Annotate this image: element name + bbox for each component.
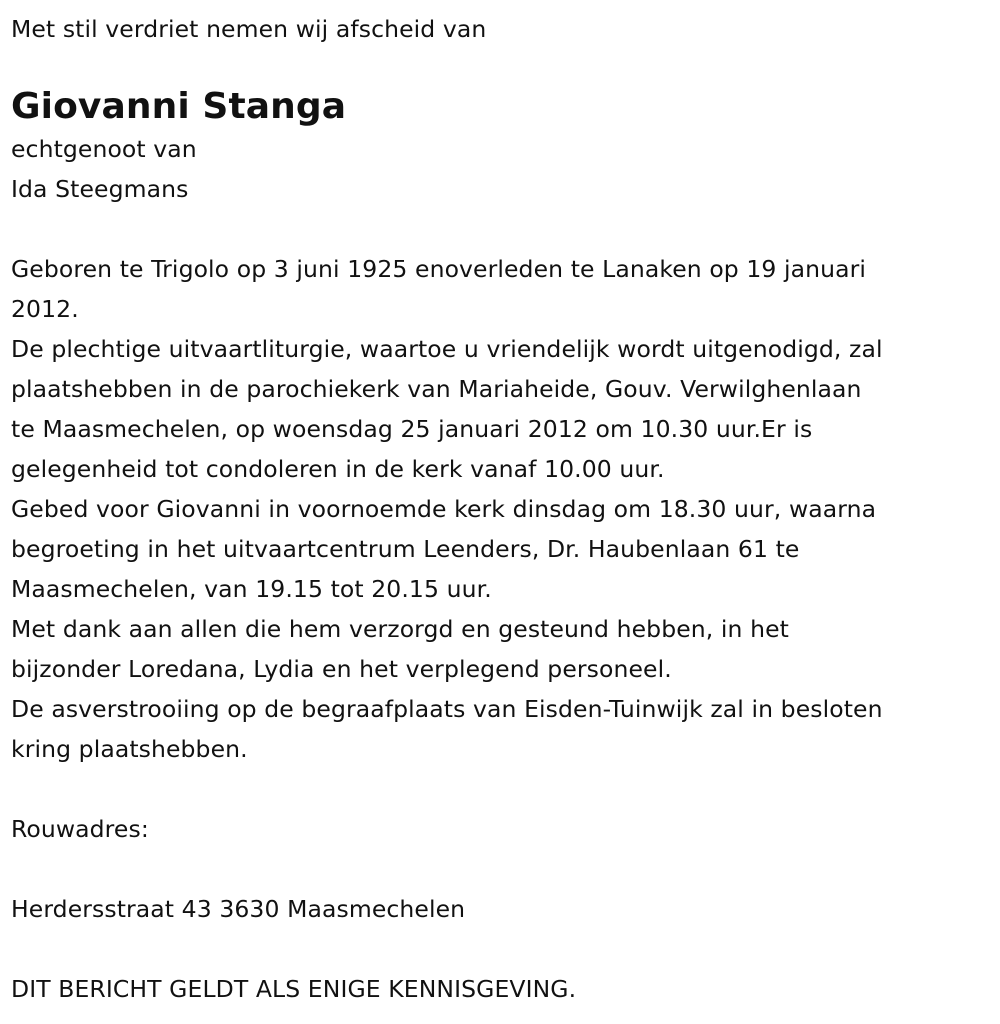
death-notice [11, 9, 996, 1009]
body-line: bijzonder Loredana, Lydia en het verplegend personeel. [11, 655, 672, 683]
body-line: gelegenheid tot condoleren in de kerk vanaf 10.00 uur. [11, 455, 665, 483]
spacer [11, 209, 996, 249]
address-label: Rouwadres: [11, 815, 149, 843]
body-line: 2012. [11, 295, 79, 323]
spouse-name: Ida Steegmans [11, 175, 189, 203]
spacer [11, 929, 996, 969]
intro-text: Met stil verdriet nemen wij afscheid van [11, 15, 487, 43]
address-value: Herdersstraat 43 3630 Maasmechelen [11, 895, 466, 923]
body-line: De plechtige uitvaartliturgie, waartoe u vriendelijk wordt uitgenodigd, zal [11, 335, 883, 363]
body-line: plaatshebben in de parochiekerk van Mariaheide, Gouv. Verwilghenlaan [11, 375, 862, 403]
closing-statement: DIT BERICHT GELDT ALS ENIGE KENNISGEVING. [11, 975, 577, 1003]
body-line: Maasmechelen, van 19.15 tot 20.15 uur. [11, 575, 492, 603]
body-line: te Maasmechelen, op woensdag 25 januari 2012 om 10.30 uur.Er is [11, 415, 813, 443]
spacer [11, 769, 996, 809]
body-line: Gebed voor Giovanni in voornoemde kerk dinsdag om 18.30 uur, waarna [11, 495, 877, 523]
relation-text: echtgenoot van [11, 135, 197, 163]
deceased-name: Giovanni Stanga [11, 86, 347, 127]
body-line: De asverstrooiing op de begraafplaats van Eisden-Tuinwijk zal in besloten [11, 695, 883, 723]
body-line: kring plaatshebben. [11, 735, 248, 763]
notice-body [11, 249, 996, 769]
body-line: Met dank aan allen die hem verzorgd en gesteund hebben, in het [11, 615, 789, 643]
spacer [11, 849, 996, 889]
body-line: begroeting in het uitvaartcentrum Leenders, Dr. Haubenlaan 61 te [11, 535, 800, 563]
body-line: Geboren te Trigolo op 3 juni 1925 enoverleden te Lanaken op 19 januari [11, 255, 867, 283]
